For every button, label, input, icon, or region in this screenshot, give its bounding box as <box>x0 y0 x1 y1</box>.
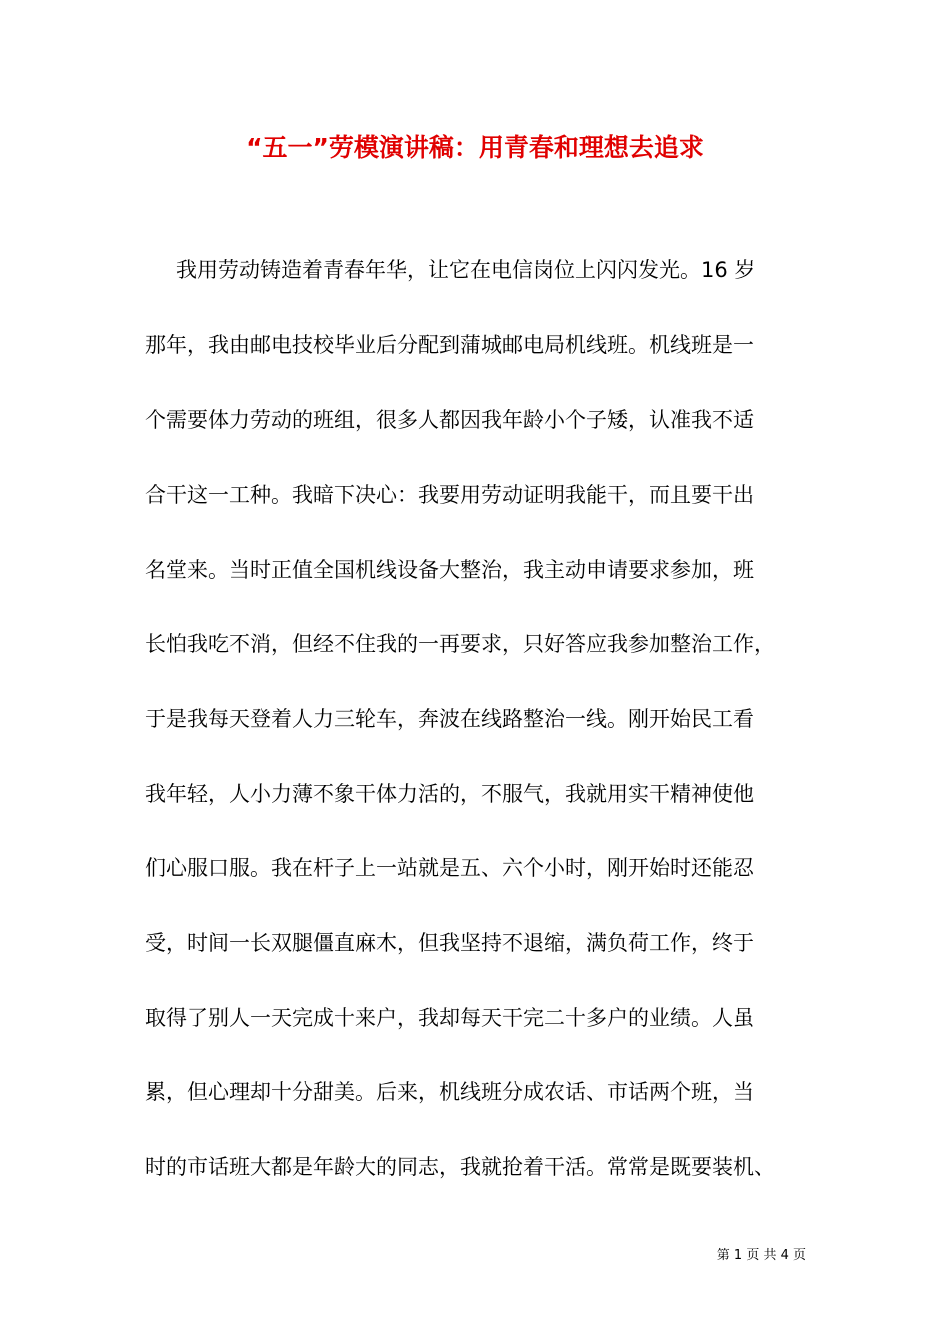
paragraph-line: 那年，我由邮电技校毕业后分配到蒲城邮电局机线班。机线班是一 <box>145 333 754 357</box>
page-number-footer: 第 1 页 共 4 页 <box>716 1248 806 1263</box>
paragraph-line: 们心服口服。我在杆子上一站就是五、六个小时，刚开始时还能忍 <box>145 856 754 880</box>
document-title: “五一”劳模演讲稿：用青春和理想去追求 <box>246 133 704 162</box>
paragraph-line: 受，时间一长双腿僵直麻木，但我坚持不退缩，满负荷工作，终于 <box>145 931 754 955</box>
paragraph-line: 长怕我吃不消，但经不住我的一再要求，只好答应我参加整治工作， <box>145 632 775 656</box>
paragraph-line: 于是我每天登着人力三轮车，奔波在线路整治一线。刚开始民工看 <box>145 707 754 731</box>
paragraph-line: 我用劳动铸造着青春年华，让它在电信岗位上闪闪发光。16 岁 <box>176 258 756 282</box>
paragraph-line: 累，但心理却十分甜美。后来，机线班分成农话、市话两个班，当 <box>145 1080 754 1104</box>
paragraph-line: 名堂来。当时正值全国机线设备大整治，我主动申请要求参加，班 <box>145 558 754 582</box>
paragraph-line: 合干这一工种。我暗下决心：我要用劳动证明我能干，而且要干出 <box>145 483 754 507</box>
paragraph-line: 时的市话班大都是年龄大的同志，我就抢着干活。常常是既要装机、 <box>145 1155 775 1179</box>
paragraph-line: 取得了别人一天完成十来户，我却每天干完二十多户的业绩。人虽 <box>145 1006 754 1030</box>
paragraph-line: 我年轻，人小力薄不象干体力活的，不服气，我就用实干精神使他 <box>145 782 754 806</box>
paragraph-line: 个需要体力劳动的班组，很多人都因我年龄小个子矮，认准我不适 <box>145 408 754 432</box>
